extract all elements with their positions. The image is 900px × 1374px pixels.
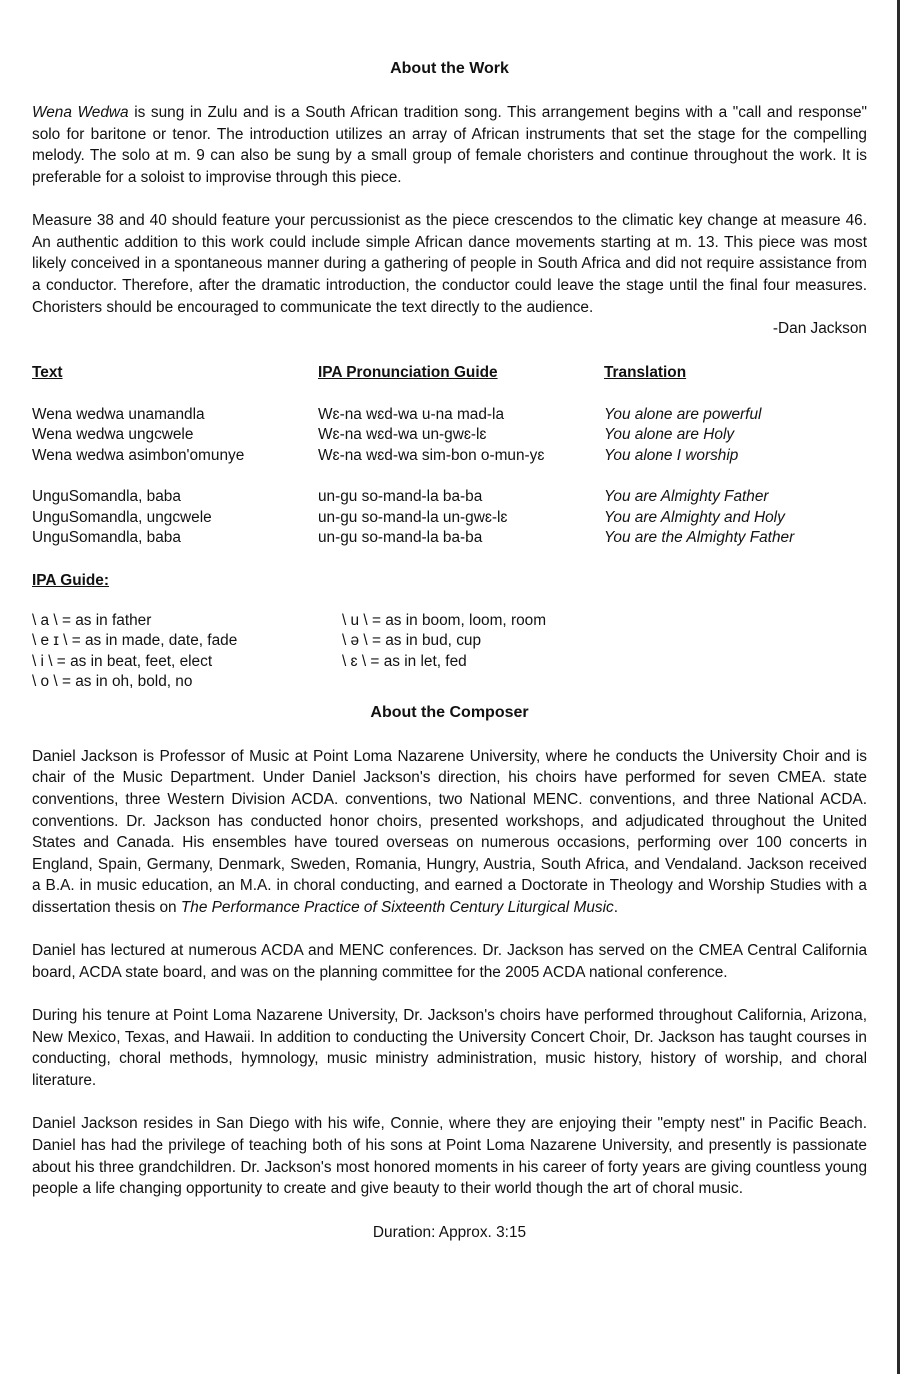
translation-line: You are the Almighty Father (604, 529, 795, 547)
document-page (32, 58, 867, 1243)
ipa-guide-title: IPA Guide: (32, 571, 109, 589)
composer-paragraph-1-end: . (613, 898, 618, 916)
ipa-line: un-gu so-mand-la ba-ba (318, 488, 483, 506)
translation-line: You alone are Holy (604, 426, 735, 444)
stanza-2 (32, 487, 867, 549)
ipa-line: Wɛ-na wɛd-wa u-na mad-la (318, 405, 505, 423)
ipa-guide-title-row (32, 570, 867, 592)
lyric-line: Wena wedwa asimbon'omunye (32, 446, 245, 464)
composer-paragraph-1 (32, 746, 867, 919)
ipa-guide (32, 611, 867, 693)
duration: Duration: Approx. 3:15 (372, 1223, 527, 1241)
ipa-guide-entry: \ ɛ \ = as in let, fed (342, 652, 467, 670)
lyric-line: UnguSomandla, baba (32, 529, 181, 547)
about-composer-heading: About the Composer (370, 703, 529, 721)
dissertation-title: The Performance Practice of Sixteenth Century Liturgical Music (180, 898, 614, 916)
ipa-guide-entry: \ a \ = as in father (32, 611, 152, 629)
ipa-guide-entry: \ ə \ = as in bud, cup (342, 632, 482, 650)
ipa-line: un-gu so-mand-la ba-ba (318, 529, 483, 547)
ipa-guide-entry: \ u \ = as in boom, loom, room (342, 611, 547, 629)
text-table-headers (32, 362, 867, 384)
translation-line: You alone are powerful (604, 405, 762, 423)
ipa-guide-entry: \ e ɪ \ = as in made, date, fade (32, 632, 238, 650)
about-work-paragraph-2: Measure 38 and 40 should feature your percussionist as the piece crescendos to the climatic key change at measure 46. An authentic addition to this work could include simple African dance movements starting at m. 13. This piece was most likely conceived in a spontaneous manner during a gathering of people in South Africa and did not require assistance from a conductor. Therefore, after the dramatic introduction, the conductor could leave the stage until the final four measures. Choristers should be encouraged to communicate the text directly to the audience. (32, 212, 867, 316)
header-ipa: IPA Pronunciation Guide (318, 363, 498, 381)
translation-line: You are Almighty Father (604, 488, 769, 506)
lyric-line: Wena wedwa ungcwele (32, 426, 194, 444)
song-title: Wena Wedwa (32, 104, 129, 121)
translation-line: You alone I worship (604, 446, 739, 464)
lyric-line: UnguSomandla, baba (32, 488, 181, 506)
ipa-line: un-gu so-mand-la un-gwɛ-lɛ (318, 508, 508, 526)
ipa-guide-entry: \ i \ = as in beat, feet, elect (32, 652, 213, 670)
ipa-line: Wɛ-na wɛd-wa sim-bon o-mun-yɛ (318, 446, 545, 464)
signature: -Dan Jackson (772, 320, 867, 338)
ipa-line: Wɛ-na wɛd-wa un-gwɛ-lɛ (318, 426, 487, 444)
ipa-guide-entry: \ o \ = as in oh, bold, no (32, 673, 193, 691)
stanza-1 (32, 405, 867, 467)
lyric-line: Wena wedwa unamandla (32, 405, 205, 423)
about-work-paragraph-1 (32, 102, 867, 188)
composer-paragraph-3: During his tenure at Point Loma Nazarene University, Dr. Jackson's choirs have performed throughout California, Arizona, New Mexico, Texas, and Hawaii. In addition to conducting the University Concert Choir, Dr. Jackson has taught courses in conducting, choral methods, hymnology, music ministry administration, music history, history of worship, and choral literature. (32, 1007, 867, 1090)
about-work-heading: About the Work (390, 60, 509, 77)
composer-paragraph-1-text: Daniel Jackson is Professor of Music at Point Loma Nazarene University, where he conducts the University Choir and is chair of the Music Department. Under Daniel Jackson's direction, his choirs have performed for seven CMEA. state conventions, three Western Division ACDA. conventions, two National MENC. conventions, and three National ACDA. conventions. Dr. Jackson has conducted honor choirs, presented workshops, and adjudicated throughout the United States and Canada. His ensembles have toured overseas on numerous occasions, performing over 100 concerts in England, Spain, Germany, Denmark, Sweden, Romania, Hungry, Austria, South Africa, and Vendaland. Jackson received a B.A. in music education, an M.A. in choral conducting, and earned a Doctorate in Theology and Worship Studies with a dissertation thesis on (32, 747, 867, 916)
translation-line: You are Almighty and Holy (604, 508, 785, 526)
header-translation: Translation (604, 363, 687, 381)
about-work-paragraph-1-text: is sung in Zulu and is a South African tradition song. This arrangement begins with a "call and response" solo for baritone or tenor. The introduction utilizes an array of African instruments that set the stage for the compelling melody. The solo at m. 9 can also be sung by a small group of female choristers and continue throughout the work. It is preferable for a soloist to improvise through this piece. (32, 104, 867, 186)
header-text: Text (32, 363, 63, 381)
composer-paragraph-4: Daniel Jackson resides in San Diego with his wife, Connie, where they are enjoying their "empty nest" in Pacific Beach. Daniel has had the privilege of teaching both of his sons at Point Loma Nazarene University, and presently is passionate about his three grandchildren. Dr. Jackson's most honored moments in his career of forty years are giving countless young people a life changing opportunity to create and give beauty to their world though the art of choral music. (32, 1115, 867, 1198)
composer-paragraph-2: Daniel has lectured at numerous ACDA and MENC conferences. Dr. Jackson has served on the CMEA Central California board, ACDA state board, and was on the planning committee for the 2005 ACDA national conference. (32, 942, 867, 981)
lyric-line: UnguSomandla, ungcwele (32, 508, 212, 526)
